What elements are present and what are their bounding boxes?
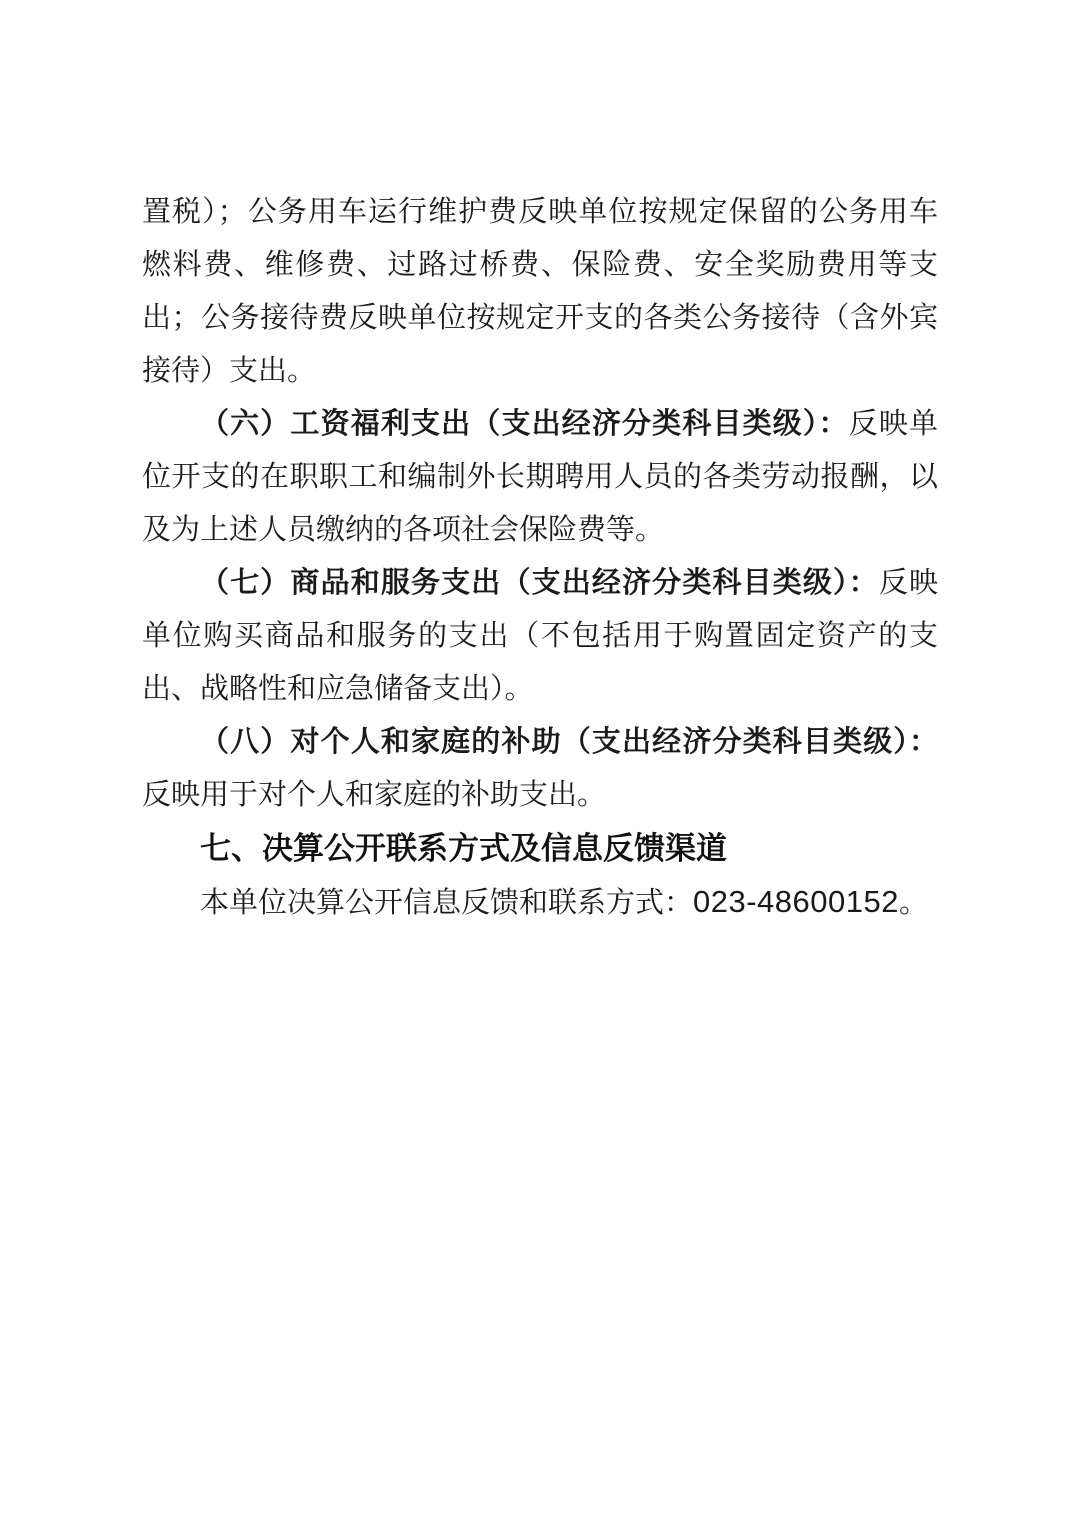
paragraph-clause-6: [142, 398, 938, 557]
document-content: [142, 186, 938, 930]
contact-suffix-text: 。: [899, 887, 929, 919]
contact-phone-number: 023-48600152: [693, 884, 899, 919]
paragraph-clause-7: [142, 557, 938, 716]
contact-prefix-text: 本单位决算公开信息反馈和联系方式：: [200, 887, 694, 919]
paragraph-contact-info: [142, 875, 938, 930]
clause-8-body: 反映用于对个人和家庭的补助支出。: [142, 779, 607, 811]
paragraph-clause-8: [142, 716, 938, 822]
clause-7-title: （七）商品和服务支出（支出经济分类科目类级）：: [200, 567, 879, 599]
clause-8-title: （八）对个人和家庭的补助（支出经济分类科目类级）：: [200, 726, 938, 758]
section-heading-contact: 七、决算公开联系方式及信息反馈渠道: [200, 831, 727, 866]
clause-7-body: 反映单位购买商品和服务的支出（不包括用于购置固定资产的支出、战略性和应急储备支出）。: [142, 567, 938, 705]
clause-6-title: （六）工资福利支出（支出经济分类科目类级）：: [200, 408, 849, 440]
paragraph-official-vehicle-expense: 置税）；公务用车运行维护费反映单位按规定保留的公务用车燃料费、维修费、过路过桥费、保险费、安全奖励费用等支出；公务接待费反映单位按规定开支的各类公务接待（含外宾接待）支出。: [142, 196, 938, 387]
clause-6-body: 反映单位开支的在职职工和编制外长期聘用人员的各类劳动报酬，以及为上述人员缴纳的各项社会保险费等。: [142, 408, 938, 546]
